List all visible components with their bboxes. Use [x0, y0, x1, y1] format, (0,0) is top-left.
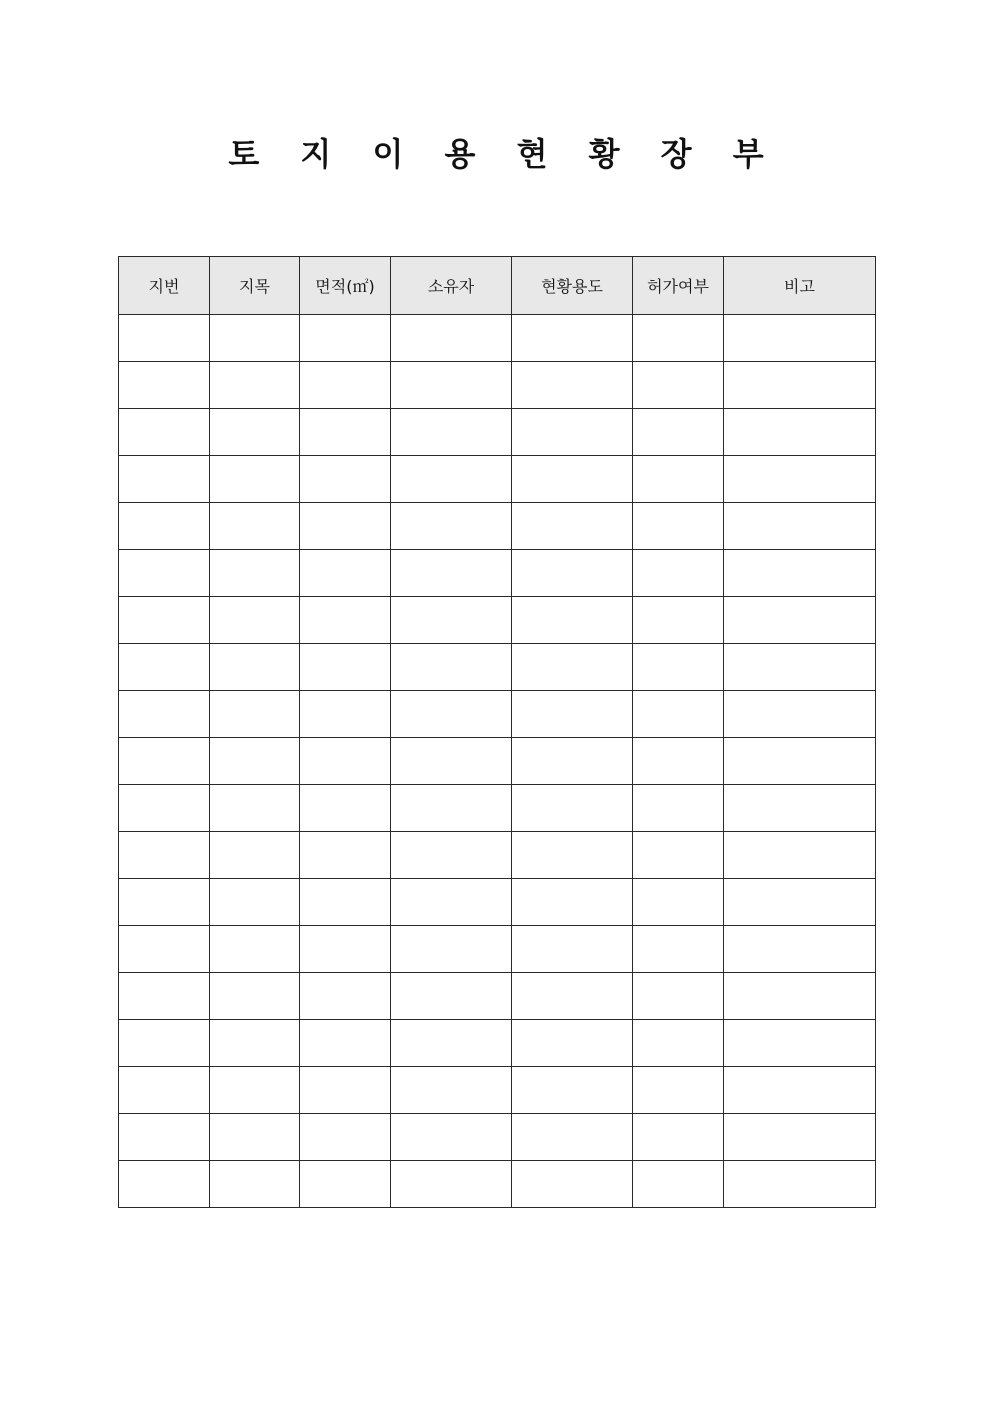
table-cell-land-category[interactable] [210, 926, 300, 973]
table-cell-permit-status[interactable] [633, 550, 724, 597]
table-cell-current-use[interactable] [512, 503, 633, 550]
table-cell-owner[interactable] [391, 503, 512, 550]
table-cell-lot-number[interactable] [119, 691, 210, 738]
table-cell-current-use[interactable] [512, 409, 633, 456]
table-cell-land-category[interactable] [210, 597, 300, 644]
table-cell-owner[interactable] [391, 691, 512, 738]
table-cell-lot-number[interactable] [119, 926, 210, 973]
table-cell-remarks[interactable] [724, 926, 876, 973]
table-cell-land-category[interactable] [210, 1161, 300, 1208]
table-cell-area[interactable] [300, 315, 391, 362]
table-cell-owner[interactable] [391, 597, 512, 644]
table-cell-current-use[interactable] [512, 832, 633, 879]
table-cell-land-category[interactable] [210, 315, 300, 362]
table-cell-area[interactable] [300, 503, 391, 550]
table-cell-lot-number[interactable] [119, 315, 210, 362]
table-cell-area[interactable] [300, 832, 391, 879]
table-cell-area[interactable] [300, 973, 391, 1020]
table-cell-land-category[interactable] [210, 832, 300, 879]
table-cell-lot-number[interactable] [119, 456, 210, 503]
table-cell-land-category[interactable] [210, 1020, 300, 1067]
table-cell-remarks[interactable] [724, 1067, 876, 1114]
table-cell-current-use[interactable] [512, 1067, 633, 1114]
table-cell-area[interactable] [300, 879, 391, 926]
table-row [119, 1020, 876, 1067]
table-cell-owner[interactable] [391, 785, 512, 832]
table-cell-permit-status[interactable] [633, 1067, 724, 1114]
table-row [119, 644, 876, 691]
table-row [119, 409, 876, 456]
table-cell-lot-number[interactable] [119, 832, 210, 879]
table-cell-current-use[interactable] [512, 362, 633, 409]
table-cell-lot-number[interactable] [119, 362, 210, 409]
table-cell-current-use[interactable] [512, 1161, 633, 1208]
table-row [119, 315, 876, 362]
table-header-row [119, 257, 876, 315]
table-cell-land-category[interactable] [210, 1114, 300, 1161]
table-cell-remarks[interactable] [724, 832, 876, 879]
table-cell-owner[interactable] [391, 644, 512, 691]
table-cell-area[interactable] [300, 1020, 391, 1067]
table-cell-owner[interactable] [391, 362, 512, 409]
table-cell-permit-status[interactable] [633, 879, 724, 926]
table-cell-current-use[interactable] [512, 926, 633, 973]
table-row [119, 738, 876, 785]
table-cell-land-category[interactable] [210, 362, 300, 409]
table-cell-permit-status[interactable] [633, 926, 724, 973]
table-cell-owner[interactable] [391, 409, 512, 456]
table-cell-permit-status[interactable] [633, 315, 724, 362]
table-cell-remarks[interactable] [724, 597, 876, 644]
table-row [119, 1161, 876, 1208]
table-cell-owner[interactable] [391, 550, 512, 597]
table-cell-remarks[interactable] [724, 550, 876, 597]
table-cell-remarks[interactable] [724, 409, 876, 456]
table-cell-area[interactable] [300, 785, 391, 832]
table-cell-lot-number[interactable] [119, 1067, 210, 1114]
table-cell-permit-status[interactable] [633, 456, 724, 503]
table-cell-remarks[interactable] [724, 1161, 876, 1208]
table-cell-owner[interactable] [391, 456, 512, 503]
table-cell-current-use[interactable] [512, 973, 633, 1020]
column-header-area: 면적(㎡) [300, 257, 391, 315]
table-cell-remarks[interactable] [724, 973, 876, 1020]
table-cell-remarks[interactable] [724, 456, 876, 503]
table-row [119, 550, 876, 597]
table-cell-current-use[interactable] [512, 597, 633, 644]
table-row [119, 456, 876, 503]
table-cell-permit-status[interactable] [633, 1020, 724, 1067]
table-cell-lot-number[interactable] [119, 644, 210, 691]
table-cell-area[interactable] [300, 926, 391, 973]
table-cell-current-use[interactable] [512, 879, 633, 926]
table-cell-permit-status[interactable] [633, 1114, 724, 1161]
table-cell-remarks[interactable] [724, 503, 876, 550]
table-cell-permit-status[interactable] [633, 973, 724, 1020]
table-cell-current-use[interactable] [512, 738, 633, 785]
table-cell-current-use[interactable] [512, 550, 633, 597]
table-cell-land-category[interactable] [210, 644, 300, 691]
table-cell-current-use[interactable] [512, 1114, 633, 1161]
table-cell-area[interactable] [300, 456, 391, 503]
table-cell-current-use[interactable] [512, 785, 633, 832]
table-cell-lot-number[interactable] [119, 503, 210, 550]
table-cell-lot-number[interactable] [119, 879, 210, 926]
table-cell-land-category[interactable] [210, 503, 300, 550]
table-cell-land-category[interactable] [210, 409, 300, 456]
table-cell-land-category[interactable] [210, 973, 300, 1020]
table-cell-remarks[interactable] [724, 691, 876, 738]
table-cell-permit-status[interactable] [633, 597, 724, 644]
table-cell-remarks[interactable] [724, 1020, 876, 1067]
table-body [119, 315, 876, 1208]
table-cell-remarks[interactable] [724, 1114, 876, 1161]
table-cell-lot-number[interactable] [119, 1161, 210, 1208]
table-cell-owner[interactable] [391, 1161, 512, 1208]
table-cell-permit-status[interactable] [633, 832, 724, 879]
table-cell-land-category[interactable] [210, 1067, 300, 1114]
table-cell-owner[interactable] [391, 1020, 512, 1067]
table-cell-area[interactable] [300, 1114, 391, 1161]
table-cell-area[interactable] [300, 409, 391, 456]
table-cell-permit-status[interactable] [633, 1161, 724, 1208]
table-cell-land-category[interactable] [210, 785, 300, 832]
table-cell-lot-number[interactable] [119, 1020, 210, 1067]
table-cell-current-use[interactable] [512, 644, 633, 691]
table-cell-land-category[interactable] [210, 691, 300, 738]
table-cell-owner[interactable] [391, 1067, 512, 1114]
table-cell-remarks[interactable] [724, 362, 876, 409]
column-header-owner: 소유자 [391, 257, 512, 315]
table-cell-permit-status[interactable] [633, 503, 724, 550]
table-cell-current-use[interactable] [512, 1020, 633, 1067]
table-cell-land-category[interactable] [210, 550, 300, 597]
column-header-lot-number: 지번 [119, 257, 210, 315]
table-cell-area[interactable] [300, 550, 391, 597]
page-title: 토 지 이 용 현 황 장 부 [228, 135, 779, 173]
table-row [119, 973, 876, 1020]
table-cell-area[interactable] [300, 691, 391, 738]
table-cell-remarks[interactable] [724, 315, 876, 362]
table-row [119, 879, 876, 926]
column-header-land-category: 지목 [210, 257, 300, 315]
table-cell-remarks[interactable] [724, 879, 876, 926]
table-cell-area[interactable] [300, 1161, 391, 1208]
table-cell-owner[interactable] [391, 973, 512, 1020]
table-cell-area[interactable] [300, 738, 391, 785]
table-row [119, 691, 876, 738]
table-cell-owner[interactable] [391, 738, 512, 785]
table-cell-owner[interactable] [391, 315, 512, 362]
column-header-current-use: 현황용도 [512, 257, 633, 315]
table-row [119, 362, 876, 409]
table-row [119, 1114, 876, 1161]
table-row [119, 503, 876, 550]
table-cell-current-use[interactable] [512, 456, 633, 503]
table-cell-area[interactable] [300, 597, 391, 644]
table-cell-remarks[interactable] [724, 785, 876, 832]
table-cell-permit-status[interactable] [633, 738, 724, 785]
table-cell-remarks[interactable] [724, 644, 876, 691]
table-cell-area[interactable] [300, 362, 391, 409]
table-cell-lot-number[interactable] [119, 785, 210, 832]
table-cell-land-category[interactable] [210, 738, 300, 785]
column-header-remarks: 비고 [724, 257, 876, 315]
table-cell-area[interactable] [300, 644, 391, 691]
table-cell-lot-number[interactable] [119, 409, 210, 456]
table-cell-land-category[interactable] [210, 879, 300, 926]
table-cell-current-use[interactable] [512, 315, 633, 362]
table-cell-permit-status[interactable] [633, 362, 724, 409]
table-row [119, 832, 876, 879]
table-cell-lot-number[interactable] [119, 1114, 210, 1161]
table-cell-remarks[interactable] [724, 738, 876, 785]
table-cell-owner[interactable] [391, 926, 512, 973]
table-cell-owner[interactable] [391, 1114, 512, 1161]
table-cell-permit-status[interactable] [633, 644, 724, 691]
table-row [119, 1067, 876, 1114]
table-cell-lot-number[interactable] [119, 597, 210, 644]
table-cell-lot-number[interactable] [119, 550, 210, 597]
table-cell-lot-number[interactable] [119, 973, 210, 1020]
table-cell-lot-number[interactable] [119, 738, 210, 785]
table-cell-current-use[interactable] [512, 691, 633, 738]
table-row [119, 926, 876, 973]
table-cell-permit-status[interactable] [633, 691, 724, 738]
land-use-table [118, 256, 876, 1208]
table-cell-land-category[interactable] [210, 456, 300, 503]
table-cell-permit-status[interactable] [633, 785, 724, 832]
table-cell-owner[interactable] [391, 879, 512, 926]
column-header-permit-status: 허가여부 [633, 257, 724, 315]
table-row [119, 785, 876, 832]
table-cell-permit-status[interactable] [633, 409, 724, 456]
table-cell-area[interactable] [300, 1067, 391, 1114]
table-cell-owner[interactable] [391, 832, 512, 879]
table-row [119, 597, 876, 644]
